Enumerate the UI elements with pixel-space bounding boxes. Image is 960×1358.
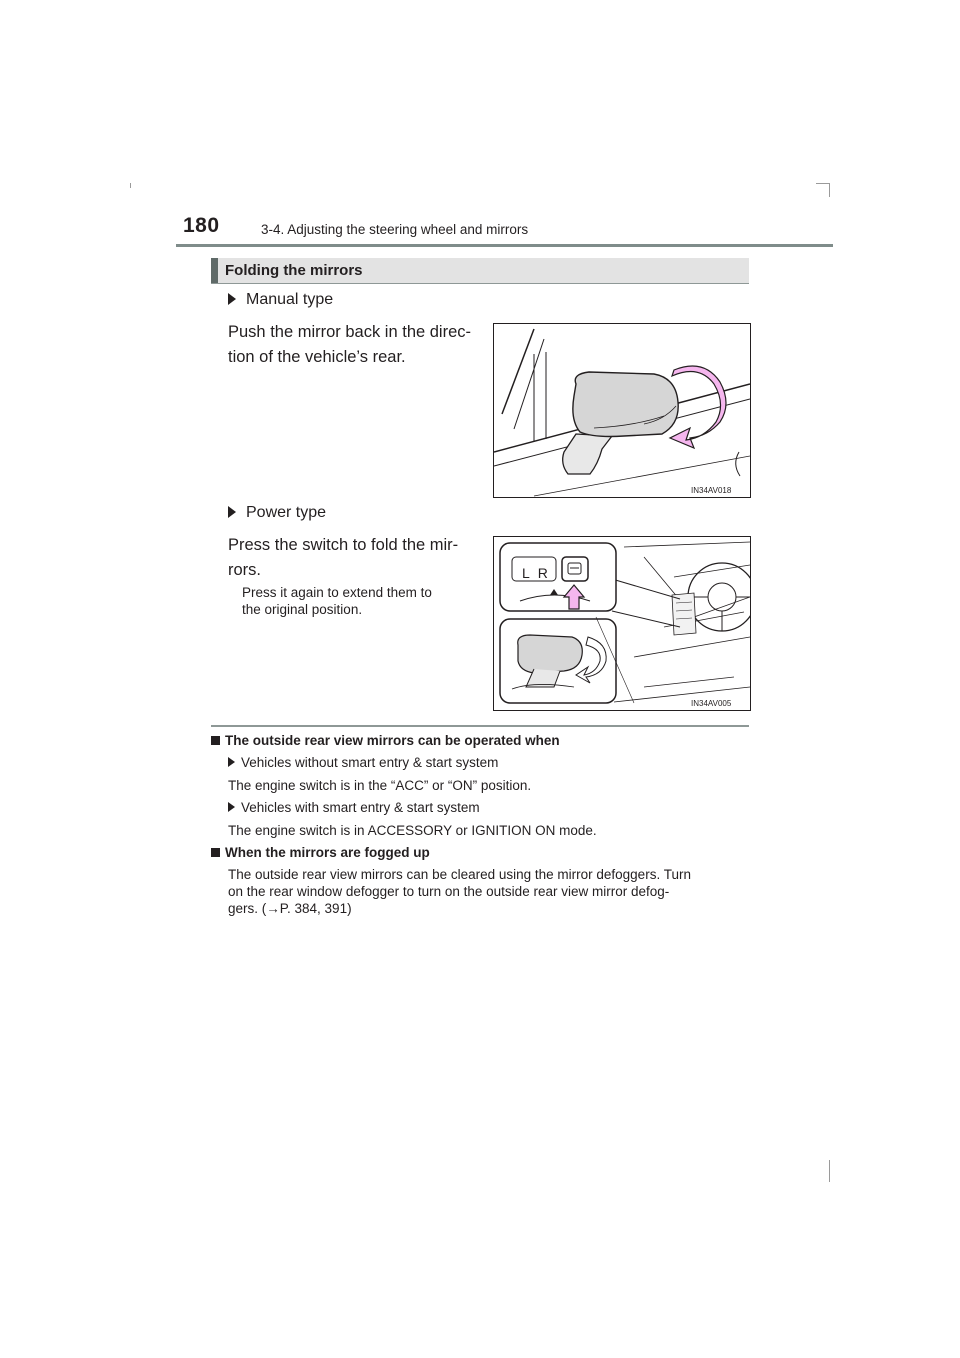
power-instruction — [228, 533, 478, 583]
square-bullet-icon — [211, 848, 220, 857]
power-fold-illustration — [494, 537, 750, 710]
manual-mirror-figure — [493, 323, 751, 498]
crop-mark — [130, 183, 131, 188]
header-rule — [176, 244, 833, 247]
page-number: 180 — [183, 214, 220, 237]
power-type-label — [228, 504, 326, 522]
note-subhead-text: Vehicles with smart entry & start system — [241, 800, 480, 815]
note-heading-fogged — [211, 845, 430, 860]
heading-accent — [211, 258, 218, 283]
note-with-smart-entry-text: The engine switch is in ACCESSORY or IGNITION ON mode. — [228, 823, 597, 838]
triangle-bullet-icon — [228, 506, 236, 518]
crop-mark — [829, 1160, 830, 1182]
power-type-text: Power type — [246, 504, 327, 521]
switch-lr-labels — [522, 565, 556, 581]
square-bullet-icon — [211, 736, 220, 745]
triangle-bullet-icon — [228, 757, 235, 767]
manual-instruction-line: tion of the vehicle’s rear. — [228, 348, 406, 366]
note-without-smart-entry — [228, 754, 498, 771]
power-instruction-line: Press the switch to fold the mir- — [228, 536, 459, 554]
switch-left-label: L — [522, 565, 538, 581]
manual-type-text: Manual type — [246, 291, 334, 308]
manual-instruction — [228, 320, 478, 370]
note-fogged-text — [228, 866, 749, 917]
note-fogged-line: The outside rear view mirrors can be cleared using the mirror defoggers. Turn — [228, 867, 691, 882]
switch-right-label: R — [537, 565, 556, 581]
heading-text: Folding the mirrors — [225, 262, 363, 279]
figure-code: IN34AV005 — [691, 699, 732, 708]
note-fogged-line: gers. (→P. 384, 391) — [228, 901, 352, 916]
figure-code: IN34AV018 — [691, 486, 732, 495]
crop-mark — [816, 183, 830, 184]
note-with-smart-entry — [228, 799, 480, 816]
note-fogged-line: on the rear window defogger to turn on the outside rear view mirror defog- — [228, 884, 670, 899]
crop-mark — [829, 183, 830, 197]
note-without-smart-entry-text: The engine switch is in the “ACC” or “ON” position. — [228, 778, 532, 793]
note-heading-operated — [211, 733, 560, 748]
manual-instruction-line: Push the mirror back in the direc- — [228, 323, 472, 341]
note-heading-text: When the mirrors are fogged up — [225, 845, 430, 860]
section-heading — [211, 258, 749, 284]
power-subnote-line: the original position. — [242, 602, 363, 617]
power-instruction-line: rors. — [228, 561, 261, 579]
triangle-bullet-icon — [228, 802, 235, 812]
mirror-fold-illustration — [494, 324, 750, 497]
manual-type-label — [228, 291, 333, 309]
power-subnote — [242, 584, 478, 618]
power-switch-figure — [493, 536, 751, 711]
note-heading-text: The outside rear view mirrors can be operated when — [225, 733, 560, 748]
notes-rule — [211, 725, 749, 727]
note-subhead-text: Vehicles without smart entry & start system — [241, 755, 499, 770]
section-title: 3-4. Adjusting the steering wheel and mirrors — [261, 222, 529, 237]
triangle-bullet-icon — [228, 293, 236, 305]
power-subnote-line: Press it again to extend them to — [242, 585, 432, 600]
